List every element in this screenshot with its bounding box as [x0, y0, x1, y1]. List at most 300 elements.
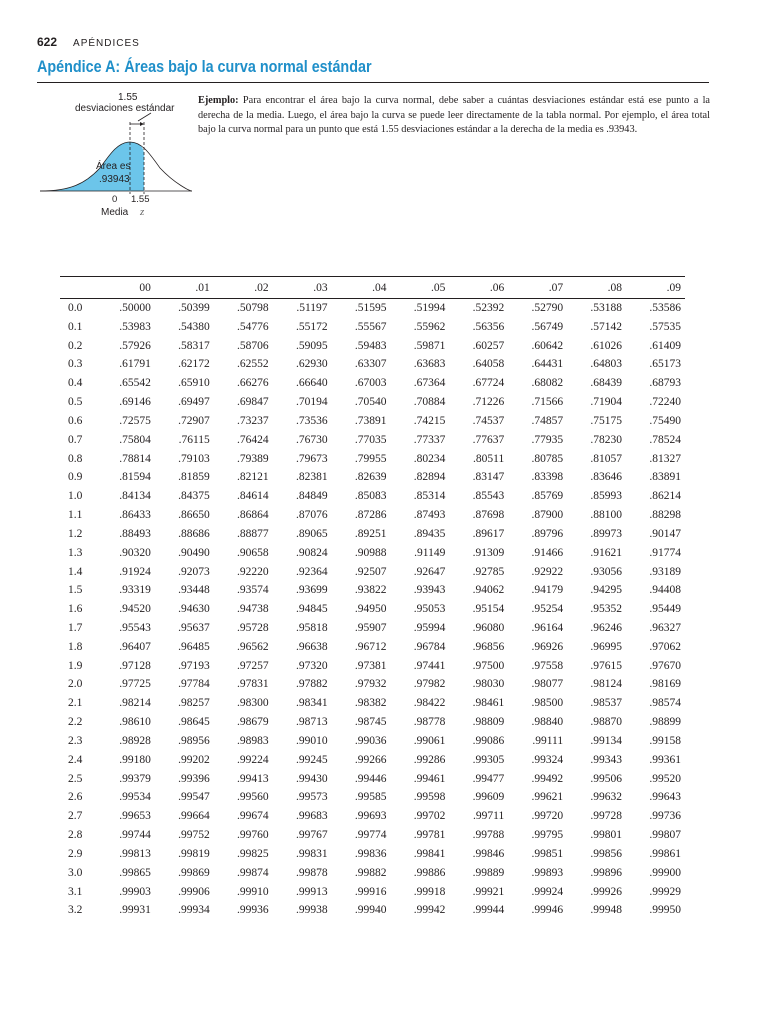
area-value-cell: .86650 [178, 509, 210, 522]
area-value-cell: .84134 [119, 490, 151, 503]
area-value-cell: .92507 [354, 565, 387, 578]
area-value-cell: .87286 [354, 509, 387, 522]
area-value-cell: .99841 [413, 847, 446, 860]
column-header: .03 [273, 277, 332, 299]
figure-area-label: Área es [96, 161, 131, 172]
area-value-cell: .95994 [413, 621, 446, 634]
area-value-cell: .99702 [413, 810, 446, 823]
area-value-cell: .99224 [237, 753, 269, 766]
table-row [60, 449, 685, 468]
column-header: 00 [96, 277, 155, 299]
area-value-cell: .94950 [354, 603, 387, 616]
area-value-cell: .59483 [354, 339, 387, 352]
area-value-cell: .63307 [354, 358, 387, 371]
area-value-cell: .69847 [237, 396, 269, 409]
z-value-cell: 2.9 [68, 847, 83, 860]
area-value-cell: .79103 [178, 452, 210, 465]
area-value-cell: .93822 [354, 584, 387, 597]
area-value-cell: .96485 [178, 640, 210, 653]
area-value-cell: .99245 [295, 753, 328, 766]
area-value-cell: .97320 [295, 659, 328, 672]
area-value-cell: .87698 [472, 509, 505, 522]
area-value-cell: .99896 [590, 866, 623, 879]
area-value-cell: .91774 [649, 546, 681, 559]
table-row [60, 750, 685, 769]
area-value-cell: .89796 [531, 527, 564, 540]
area-value-cell: .85993 [590, 490, 623, 503]
area-value-cell: .99900 [649, 866, 681, 879]
area-value-cell: .99910 [237, 885, 269, 898]
area-value-cell: .99856 [590, 847, 623, 860]
title-divider [37, 82, 709, 83]
area-value-cell: .98840 [531, 716, 564, 729]
z-value-cell: 0.7 [68, 433, 83, 446]
area-value-cell: .92364 [295, 565, 328, 578]
column-header: .04 [332, 277, 391, 299]
area-value-cell: .95543 [119, 621, 151, 634]
area-value-cell: .99950 [649, 904, 681, 917]
area-value-cell: .54776 [237, 320, 269, 333]
area-value-cell: .60642 [531, 339, 564, 352]
area-value-cell: .99946 [531, 904, 564, 917]
area-value-cell: .84614 [237, 490, 269, 503]
area-value-cell: .99111 [532, 734, 564, 747]
area-value-cell: .61026 [590, 339, 623, 352]
z-value-cell: 0.5 [68, 396, 83, 409]
column-header: .01 [155, 277, 214, 299]
area-value-cell: .87076 [295, 509, 328, 522]
normal-curve-figure [30, 88, 192, 223]
area-value-cell: .56749 [531, 320, 564, 333]
area-value-cell: .58317 [178, 339, 210, 352]
area-value-cell: .98983 [237, 734, 269, 747]
area-value-cell: .99396 [178, 772, 210, 785]
area-value-cell: .99744 [119, 829, 151, 842]
area-value-cell: .91149 [414, 546, 446, 559]
area-value-cell: .86214 [649, 490, 681, 503]
area-value-cell: .85769 [531, 490, 564, 503]
table-row [60, 430, 685, 449]
z-value-cell: 3.2 [68, 904, 83, 917]
area-value-cell: .99664 [178, 810, 210, 823]
normal-distribution-table [60, 276, 685, 920]
area-value-cell: .64058 [472, 358, 505, 371]
area-value-cell: .92647 [413, 565, 446, 578]
table-row [60, 675, 685, 694]
area-value-cell: .75804 [119, 433, 151, 446]
z-value-cell: 0.8 [68, 452, 83, 465]
area-value-cell: .96995 [590, 640, 623, 653]
z-column-header [60, 277, 96, 299]
area-value-cell: .90658 [237, 546, 269, 559]
area-value-cell: .97128 [119, 659, 151, 672]
area-value-cell: .92073 [178, 565, 210, 578]
z-value-cell: 1.6 [68, 603, 83, 616]
area-value-cell: .53983 [119, 320, 151, 333]
area-value-cell: .99286 [413, 753, 446, 766]
table-row [60, 524, 685, 543]
table-header-row [60, 277, 685, 299]
area-value-cell: .66276 [237, 377, 269, 390]
area-value-cell: .80785 [531, 452, 564, 465]
area-value-cell: .91621 [590, 546, 623, 559]
area-value-cell: .91924 [119, 565, 151, 578]
area-value-cell: .99921 [472, 885, 505, 898]
table-row [60, 694, 685, 713]
example-label: Ejemplo: [198, 95, 239, 106]
area-value-cell: .81594 [119, 471, 151, 484]
area-value-cell: .99534 [119, 791, 151, 804]
area-value-cell: .88100 [590, 509, 623, 522]
area-value-cell: .99010 [295, 734, 328, 747]
area-value-cell: .98870 [590, 716, 623, 729]
area-value-cell: .88493 [119, 527, 151, 540]
area-value-cell: .71566 [531, 396, 564, 409]
area-value-cell: .99795 [531, 829, 564, 842]
area-value-cell: .98778 [413, 716, 446, 729]
area-value-cell: .99693 [354, 810, 387, 823]
area-value-cell: .99632 [590, 791, 623, 804]
z-value-cell: 2.5 [68, 772, 83, 785]
z-value-cell: 2.8 [68, 829, 83, 842]
area-value-cell: .99948 [590, 904, 623, 917]
area-value-cell: .99825 [237, 847, 269, 860]
area-value-cell: .72240 [649, 396, 681, 409]
area-value-cell: .99446 [354, 772, 387, 785]
area-value-cell: .97441 [413, 659, 446, 672]
area-value-cell: .98928 [119, 734, 151, 747]
area-value-cell: .94179 [531, 584, 564, 597]
area-value-cell: .81327 [649, 452, 681, 465]
area-value-cell: .67003 [354, 377, 387, 390]
area-value-cell: .99266 [354, 753, 387, 766]
z-value-cell: 1.1 [68, 509, 83, 522]
area-value-cell: .93319 [119, 584, 151, 597]
page-title: Apéndice A: Áreas bajo la curva normal estándar [37, 58, 372, 76]
area-value-cell: .96246 [590, 621, 623, 634]
area-value-cell: .83891 [649, 471, 681, 484]
area-value-cell: .99929 [649, 885, 681, 898]
area-value-cell: .76424 [237, 433, 269, 446]
area-value-cell: .73536 [295, 414, 328, 427]
z-value-cell: 3.1 [68, 885, 83, 898]
area-value-cell: .98214 [119, 697, 151, 710]
area-value-cell: .72907 [178, 414, 210, 427]
area-value-cell: .97257 [237, 659, 269, 672]
area-value-cell: .71226 [472, 396, 505, 409]
table-row [60, 506, 685, 525]
area-value-cell: .77637 [472, 433, 505, 446]
area-value-cell: .99924 [531, 885, 564, 898]
area-value-cell: .99506 [590, 772, 623, 785]
table-row [60, 769, 685, 788]
area-value-cell: .92785 [472, 565, 505, 578]
area-value-cell: .89973 [590, 527, 623, 540]
area-value-cell: .99061 [413, 734, 446, 747]
area-value-cell: .63683 [413, 358, 446, 371]
area-value-cell: .99861 [649, 847, 681, 860]
area-value-cell: .99430 [295, 772, 328, 785]
area-value-cell: .99874 [237, 866, 269, 879]
area-value-cell: .62930 [295, 358, 328, 371]
area-value-cell: .96856 [472, 640, 505, 653]
area-value-cell: .99461 [413, 772, 446, 785]
area-value-cell: .99807 [649, 829, 681, 842]
area-value-cell: .93574 [237, 584, 269, 597]
area-value-cell: .99560 [237, 791, 269, 804]
area-value-cell: .72575 [119, 414, 151, 427]
area-value-cell: .98030 [472, 678, 505, 691]
area-value-cell: .74537 [472, 414, 505, 427]
area-value-cell: .97381 [354, 659, 387, 672]
area-value-cell: .99882 [354, 866, 387, 879]
table-row [60, 317, 685, 336]
area-value-cell: .99916 [354, 885, 387, 898]
area-value-cell: .98745 [354, 716, 387, 729]
area-value-cell: .55962 [413, 320, 446, 333]
area-value-cell: .98382 [354, 697, 387, 710]
area-value-cell: .87900 [531, 509, 564, 522]
area-value-cell: .99836 [354, 847, 387, 860]
table-row [60, 543, 685, 562]
area-value-cell: .80511 [473, 452, 505, 465]
area-value-cell: .89065 [295, 527, 328, 540]
area-value-cell: .99936 [237, 904, 269, 917]
area-value-cell: .68793 [649, 377, 681, 390]
z-value-cell: 2.0 [68, 678, 83, 691]
area-value-cell: .99720 [531, 810, 564, 823]
area-value-cell: .97558 [531, 659, 564, 672]
example-body: Para encontrar el área bajo la curva normal, debe saber a cuántas desviaciones estándar está ese punto a la derecha de la media. Luego, el área bajo la curva se puede leer directamente de la tabla normal. Por ejemplo, el área total bajo la curva normal para un punto que está 1.55 desviaciones estándar a la derecha de la media es .93943. [198, 95, 711, 135]
area-value-cell: .95637 [178, 621, 210, 634]
area-value-cell: .91466 [531, 546, 564, 559]
area-value-cell: .94295 [590, 584, 623, 597]
area-value-cell: .98341 [295, 697, 328, 710]
area-value-cell: .76730 [295, 433, 328, 446]
table-row [60, 581, 685, 600]
area-value-cell: .99086 [472, 734, 505, 747]
z-value-cell: 1.4 [68, 565, 83, 578]
area-value-cell: .95154 [472, 603, 505, 616]
table-row [60, 562, 685, 581]
area-value-cell: .98461 [472, 697, 505, 710]
area-value-cell: .68082 [531, 377, 564, 390]
area-value-cell: .60257 [472, 339, 505, 352]
area-value-cell: .99942 [413, 904, 446, 917]
area-value-cell: .99940 [354, 904, 387, 917]
area-value-cell: .95449 [649, 603, 681, 616]
table-row [60, 468, 685, 487]
column-header: .09 [626, 277, 685, 299]
example-paragraph [198, 94, 710, 138]
area-value-cell: .73237 [237, 414, 269, 427]
area-value-cell: .65542 [119, 377, 151, 390]
table-row [60, 788, 685, 807]
area-value-cell: .67724 [472, 377, 505, 390]
area-value-cell: .50798 [237, 302, 269, 315]
area-value-cell: .98899 [649, 716, 681, 729]
area-value-cell: .99477 [472, 772, 505, 785]
table-row [60, 732, 685, 751]
area-value-cell: .77337 [413, 433, 446, 446]
area-value-cell: .64803 [590, 358, 623, 371]
area-value-cell: .98257 [178, 697, 210, 710]
area-value-cell: .96926 [531, 640, 564, 653]
area-value-cell: .98077 [531, 678, 564, 691]
area-value-cell: .95352 [590, 603, 623, 616]
area-value-cell: .78524 [649, 433, 681, 446]
area-value-cell: .88298 [649, 509, 681, 522]
area-value-cell: .98956 [178, 734, 210, 747]
area-value-cell: .82121 [237, 471, 269, 484]
area-value-cell: .96080 [472, 621, 505, 634]
area-value-cell: .65910 [178, 377, 210, 390]
area-value-cell: .99938 [295, 904, 328, 917]
column-header: .07 [508, 277, 567, 299]
z-value-cell: 2.7 [68, 810, 83, 823]
area-value-cell: .99492 [531, 772, 564, 785]
z-value-cell: 0.2 [68, 339, 83, 352]
area-value-cell: .97500 [472, 659, 505, 672]
area-value-cell: .92922 [531, 565, 564, 578]
area-value-cell: .99886 [413, 866, 446, 879]
area-value-cell: .93189 [649, 565, 681, 578]
area-value-cell: .99931 [119, 904, 151, 917]
figure-distance-value: 1.55 [118, 92, 138, 103]
area-value-cell: .99585 [354, 791, 387, 804]
z-value-cell: 0.4 [68, 377, 83, 390]
area-value-cell: .99180 [119, 753, 151, 766]
area-value-cell: .99918 [413, 885, 446, 898]
area-value-cell: .82639 [354, 471, 387, 484]
table-body [60, 299, 685, 920]
z-value-cell: 3.0 [68, 866, 83, 879]
area-value-cell: .52392 [472, 302, 505, 315]
area-value-cell: .97932 [354, 678, 387, 691]
table-row [60, 845, 685, 864]
area-value-cell: .99889 [472, 866, 505, 879]
area-value-cell: .88877 [237, 527, 269, 540]
running-head: APÉNDICES [73, 38, 140, 49]
table-row [60, 807, 685, 826]
z-value-cell: 0.1 [68, 320, 83, 333]
table-row [60, 656, 685, 675]
area-value-cell: .99598 [413, 791, 446, 804]
figure-z-value: 1.55 [131, 194, 150, 205]
area-value-cell: .55567 [354, 320, 387, 333]
area-value-cell: .98169 [649, 678, 681, 691]
area-value-cell: .78814 [119, 452, 151, 465]
area-value-cell: .97725 [119, 678, 151, 691]
area-value-cell: .88686 [178, 527, 210, 540]
area-value-cell: .99674 [237, 810, 269, 823]
area-value-cell: .53586 [649, 302, 681, 315]
z-value-cell: 2.2 [68, 716, 83, 729]
area-value-cell: .64431 [531, 358, 564, 371]
table-row [60, 487, 685, 506]
z-value-cell: 1.3 [68, 546, 83, 559]
table-row [60, 826, 685, 845]
area-value-cell: .76115 [178, 433, 210, 446]
area-value-cell: .98537 [590, 697, 623, 710]
table-row [60, 882, 685, 901]
area-value-cell: .99752 [178, 829, 210, 842]
area-value-cell: .99934 [178, 904, 210, 917]
area-value-cell: .73891 [354, 414, 387, 427]
area-value-cell: .85314 [413, 490, 446, 503]
area-value-cell: .93699 [295, 584, 328, 597]
area-value-cell: .93448 [178, 584, 210, 597]
area-value-cell: .89435 [413, 527, 446, 540]
area-value-cell: .96407 [119, 640, 151, 653]
area-value-cell: .95053 [413, 603, 446, 616]
area-value-cell: .97882 [295, 678, 328, 691]
table-row [60, 374, 685, 393]
area-value-cell: .99944 [472, 904, 505, 917]
z-value-cell: 2.4 [68, 753, 83, 766]
figure-area-value: .93943 [99, 174, 130, 185]
area-value-cell: .98422 [413, 697, 446, 710]
area-value-cell: .79389 [237, 452, 269, 465]
area-value-cell: .99893 [531, 866, 564, 879]
area-value-cell: .97784 [178, 678, 210, 691]
figure-distance-caption: desviaciones estándar [75, 103, 175, 114]
area-value-cell: .95907 [354, 621, 387, 634]
area-value-cell: .99361 [649, 753, 681, 766]
area-value-cell: .96784 [413, 640, 446, 653]
area-value-cell: .98645 [178, 716, 210, 729]
area-value-cell: .94845 [295, 603, 328, 616]
z-value-cell: 0.0 [68, 302, 83, 315]
area-value-cell: .99653 [119, 810, 151, 823]
area-value-cell: .90824 [295, 546, 328, 559]
area-value-cell: .99547 [178, 791, 210, 804]
area-value-cell: .93943 [413, 584, 446, 597]
z-value-cell: 1.9 [68, 659, 83, 672]
area-value-cell: .53188 [590, 302, 623, 315]
page-header [37, 33, 140, 51]
area-value-cell: .94630 [178, 603, 210, 616]
area-value-cell: .96712 [354, 640, 387, 653]
area-value-cell: .99851 [531, 847, 564, 860]
z-value-cell: 2.3 [68, 734, 83, 747]
area-value-cell: .99343 [590, 753, 623, 766]
area-value-cell: .50000 [119, 302, 151, 315]
area-value-cell: .99643 [649, 791, 681, 804]
area-value-cell: .51994 [413, 302, 446, 315]
area-value-cell: .99846 [472, 847, 505, 860]
area-value-cell: .85083 [354, 490, 387, 503]
area-value-cell: .98574 [649, 697, 681, 710]
area-value-cell: .96164 [531, 621, 564, 634]
area-value-cell: .50399 [178, 302, 210, 315]
area-value-cell: .75490 [649, 414, 681, 427]
z-value-cell: 1.2 [68, 527, 83, 540]
area-value-cell: .99906 [178, 885, 210, 898]
area-value-cell: .79673 [295, 452, 328, 465]
area-value-cell: .74215 [413, 414, 446, 427]
area-value-cell: .99520 [649, 772, 681, 785]
area-value-cell: .97193 [178, 659, 210, 672]
area-value-cell: .51595 [354, 302, 387, 315]
area-value-cell: .98713 [295, 716, 328, 729]
z-value-cell: 1.8 [68, 640, 83, 653]
table-row [60, 713, 685, 732]
area-value-cell: .99767 [295, 829, 328, 842]
area-value-cell: .99869 [178, 866, 210, 879]
area-value-cell: .99324 [531, 753, 564, 766]
area-value-cell: .97670 [649, 659, 681, 672]
